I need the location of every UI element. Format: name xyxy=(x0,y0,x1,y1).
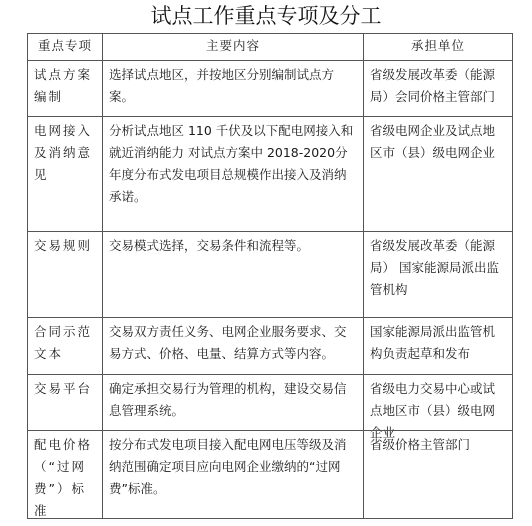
content-cell: 确定承担交易行为管理的机构，建设交易信息管理系统。 xyxy=(103,375,364,430)
header-topic: 重点专项 xyxy=(28,34,103,60)
owner-cell: 省级电力交易中心或试点地区市（县）级电网企业 xyxy=(370,381,496,440)
content-cell: 交易模式选择，交易条件和流程等。 xyxy=(103,232,364,317)
table-row xyxy=(28,60,512,116)
owner-cell: 省级发展改革委（能源局）会同价格主管部门 xyxy=(370,67,496,104)
topic-cell: 电网接入及消纳意见 xyxy=(28,117,103,231)
table-row xyxy=(28,317,512,374)
owner-cell: 省级价格主管部门 xyxy=(370,437,471,452)
topic-cell: 交易规则 xyxy=(28,232,103,317)
owner-cell: 省级发展改革委（能源局） 国家能源局派出监管机构 xyxy=(370,238,499,297)
document-title: 试点工作重点专项及分工 xyxy=(150,4,382,28)
topic-cell: 试点方案编制 xyxy=(28,61,103,116)
table-header-row xyxy=(28,34,512,60)
owner-cell: 国家能源局派出监管机构负责起草和发布 xyxy=(370,324,496,361)
table-row xyxy=(28,430,512,518)
table-row xyxy=(28,231,512,317)
header-content: 主要内容 xyxy=(103,34,364,60)
topic-cell: 合同示范文本 xyxy=(28,318,103,374)
topic-cell: 交易平台 xyxy=(28,375,103,430)
table-row xyxy=(28,374,512,440)
content-cell: 分析试点地区 110 千伏及以下配电网接入和就近消纳能力 对试点方案中 2018-2020分年度分布式发电项目总规模作出接入及消纳承诺。 xyxy=(103,117,364,231)
task-division-table xyxy=(27,33,513,519)
content-cell: 交易双方责任义务、电网企业服务要求、交易方式、价格、电量、结算方式等内容。 xyxy=(103,318,364,374)
topic-cell: 配电价格（“过网费”）标准 xyxy=(28,431,103,518)
owner-cell: 省级电网企业及试点地区市（县）级电网企业 xyxy=(370,123,496,160)
content-cell: 选择试点地区，并按地区分别编制试点方案。 xyxy=(103,61,364,116)
content-cell: 按分布式发电项目接入配电网电压等级及消纳范围确定项目应向电网企业缴纳的“过网费”标准。 xyxy=(103,431,364,518)
table-row xyxy=(28,116,512,231)
header-owner: 承担单位 xyxy=(410,38,465,53)
